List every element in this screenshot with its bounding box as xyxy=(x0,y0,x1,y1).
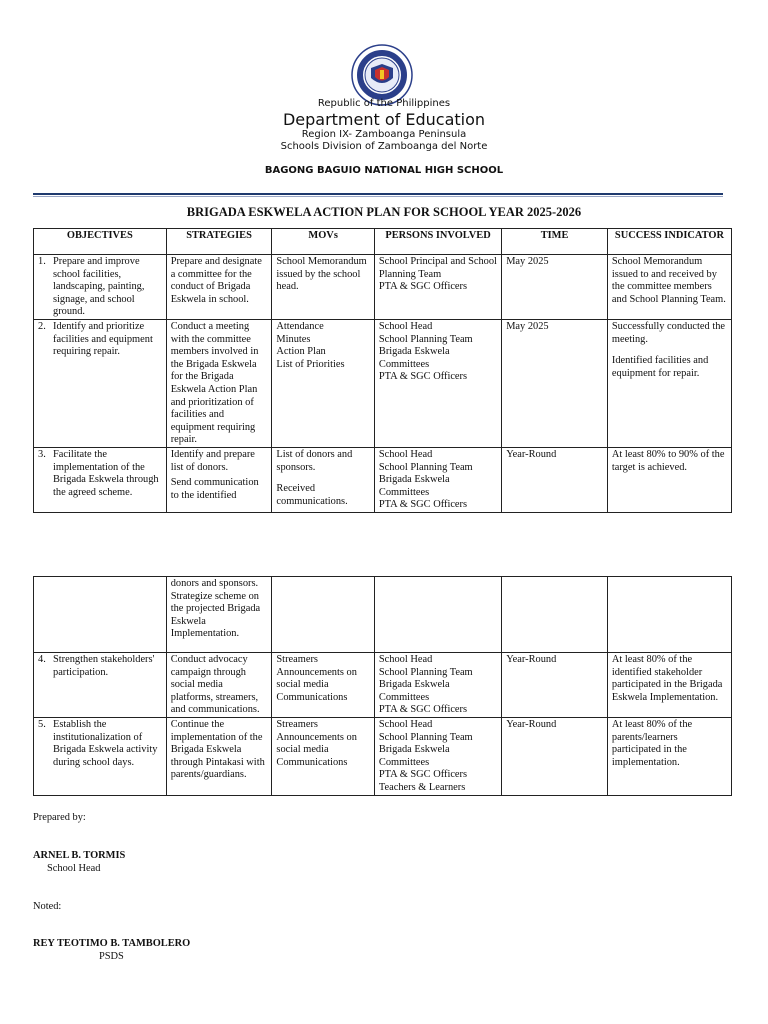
col-strategies: STRATEGIES xyxy=(166,229,272,255)
objective-text: Establish the institutionalization of Brigada Eskwela activity during school days. xyxy=(53,718,158,768)
indicator-text: Successfully conducted the meeting. xyxy=(611,320,726,345)
table-row xyxy=(34,653,732,718)
strategy-text: Send communication to the identified xyxy=(170,477,259,501)
time-cell: Year-Round xyxy=(502,653,608,718)
mov-text: Attendance xyxy=(276,320,324,332)
table-row xyxy=(34,319,732,447)
objective-cell xyxy=(34,255,167,320)
col-time: TIME xyxy=(502,229,608,255)
mov-text: Communications xyxy=(276,756,348,768)
mov-text: Announcements on social media xyxy=(276,731,357,756)
mov-text: List of Priorities xyxy=(276,358,345,370)
objective-cell xyxy=(34,577,167,653)
strategy-text: Conduct advocacy campaign through social media platforms, streamers, and communications. xyxy=(170,654,260,716)
row-number: 4. xyxy=(38,654,46,665)
school-name: BAGONG BAGUIO NATIONAL HIGH SCHOOL xyxy=(264,165,504,176)
movs-cell xyxy=(272,717,374,795)
indicator-cell xyxy=(607,255,731,320)
strategies-cell xyxy=(166,717,272,795)
person-text: School Planning Team xyxy=(378,461,473,473)
objective-text: Identify and prioritize facilities and equipment requiring repair. xyxy=(53,320,153,358)
strategies-cell xyxy=(166,319,272,447)
strategies-cell xyxy=(166,653,272,718)
mov-text: Communications xyxy=(276,691,348,703)
movs-cell xyxy=(272,255,374,320)
noted-by-title: PSDS xyxy=(99,951,124,962)
row-number: 5. xyxy=(38,718,46,730)
strategy-text: Strategize scheme on the projected Brigada Eskwela Implementation. xyxy=(170,590,261,640)
persons-cell xyxy=(374,319,501,447)
table-row xyxy=(34,717,732,795)
persons-cell xyxy=(374,255,501,320)
time-cell: Year-Round xyxy=(502,447,608,512)
persons-cell xyxy=(374,653,501,718)
prepared-by-title: School Head xyxy=(47,863,101,874)
noted-by-name: REY TEOTIMO B. TAMBOLERO xyxy=(33,938,191,949)
objective-text: Strengthen stakeholders' participation. xyxy=(53,654,155,678)
indicator-text: Identified facilities and equipment for repair. xyxy=(611,355,709,379)
col-indicator: SUCCESS INDICATOR xyxy=(607,229,731,255)
indicator-cell xyxy=(607,319,731,447)
strategy-text: Conduct a meeting with the committee members involved in the Brigada Eskwela for the Brigada Eskwela Action Plan and prioritization of facilities and equipment requiring repair. xyxy=(170,320,259,446)
objective-text: Facilitate the implementation of the Brigada Eskwela through the agreed scheme. xyxy=(53,448,159,498)
table-row xyxy=(34,255,732,320)
persons-cell xyxy=(374,577,501,653)
persons-cell xyxy=(374,717,501,795)
objective-text: Prepare and improve school facilities, landscaping, painting, signage, and school ground. xyxy=(53,256,145,318)
person-text: PTA & SGC Officers xyxy=(378,704,468,716)
time-cell: May 2025 xyxy=(502,255,608,320)
header-divider-thin xyxy=(33,196,723,197)
mov-text: Received communications. xyxy=(276,483,348,507)
persons-cell xyxy=(374,447,501,512)
person-text: Teachers & Learners xyxy=(378,781,466,793)
strategy-text: Continue the implementation of the Brigada Eskwela through Pintakasi with parents/guardians. xyxy=(170,718,265,781)
row-number: 2. xyxy=(38,320,46,332)
indicator-text: School Memorandum issued to and received by the committee members and School Planning Team. xyxy=(611,256,726,305)
deped-seal-icon xyxy=(351,44,413,106)
time-cell xyxy=(502,577,608,653)
person-text: Brigada Eskwela Committees xyxy=(378,346,450,370)
mov-text: Streamers xyxy=(276,654,318,665)
header-divider xyxy=(33,193,723,195)
person-text: School Planning Team xyxy=(378,666,473,678)
republic-text: Republic of the Philippines xyxy=(317,98,451,109)
mov-text: Minutes xyxy=(276,333,311,345)
mov-text: Action Plan xyxy=(276,346,326,358)
col-movs: MOVs xyxy=(272,229,374,255)
indicator-cell xyxy=(607,447,731,512)
strategies-cell xyxy=(166,577,272,653)
row-number: 1. xyxy=(38,256,46,267)
person-text: School Head xyxy=(378,448,433,460)
indicator-text: At least 80% of the identified stakeholder participated in the Brigada Eskwela Implementation. xyxy=(611,654,723,703)
objective-cell xyxy=(34,319,167,447)
movs-cell xyxy=(272,577,374,653)
indicator-text: At least 80% to 90% of the target is achieved. xyxy=(611,448,725,473)
col-persons: PERSONS INVOLVED xyxy=(374,229,501,255)
person-text: PTA & SGC Officers xyxy=(378,371,468,383)
table-header-row xyxy=(34,229,732,255)
mov-text: List of donors and sponsors. xyxy=(276,448,353,473)
person-text: Brigada Eskwela Committees xyxy=(378,744,450,768)
person-text: PTA & SGC Officers xyxy=(378,499,468,511)
noted-label: Noted: xyxy=(33,901,62,912)
person-text: PTA & SGC Officers xyxy=(378,769,468,781)
movs-cell xyxy=(272,319,374,447)
objective-cell xyxy=(34,447,167,512)
strategies-cell xyxy=(166,255,272,320)
mov-text: Streamers xyxy=(276,718,318,730)
indicator-cell xyxy=(607,717,731,795)
strategy-text: Identify and prepare list of donors. xyxy=(170,448,255,473)
person-text: School Head xyxy=(378,320,433,332)
table-row xyxy=(34,447,732,512)
person-text: Brigada Eskwela Committees xyxy=(378,679,450,703)
action-plan-table-continued xyxy=(33,576,732,796)
col-objectives: OBJECTIVES xyxy=(34,229,167,255)
objective-cell xyxy=(34,653,167,718)
strategy-text: donors and sponsors. xyxy=(170,578,259,589)
indicator-cell xyxy=(607,653,731,718)
person-text: Brigada Eskwela Committees xyxy=(378,474,450,498)
table-row-continued xyxy=(34,577,732,653)
indicator-text: At least 80% of the parents/learners participated in the implementation. xyxy=(611,718,693,768)
division-text: Schools Division of Zamboanga del Norte xyxy=(280,141,488,152)
mov-text: Announcements on social media xyxy=(276,666,357,691)
person-text: School Planning Team xyxy=(378,333,473,345)
strategy-text: Prepare and designate a committee for the conduct of Brigada Eskwela in school. xyxy=(170,256,262,305)
department-name: Department of Education xyxy=(282,110,486,129)
mov-text: School Memorandum issued by the school head. xyxy=(276,256,367,293)
movs-cell xyxy=(272,653,374,718)
region-text: Region IX- Zamboanga Peninsula xyxy=(301,129,467,140)
person-text: School Head xyxy=(378,718,433,730)
prepared-by-label: Prepared by: xyxy=(33,812,86,823)
prepared-by-name: ARNEL B. TORMIS xyxy=(33,850,126,861)
person-text: School Planning Team xyxy=(378,731,473,743)
time-cell: May 2025 xyxy=(502,319,608,447)
person-text: PTA & SGC Officers xyxy=(378,281,468,293)
indicator-cell xyxy=(607,577,731,653)
person-text: School Head xyxy=(378,654,433,665)
strategies-cell xyxy=(166,447,272,512)
page-title: BRIGADA ESKWELA ACTION PLAN FOR SCHOOL YEAR 2025-2026 xyxy=(186,205,582,219)
objective-cell xyxy=(34,717,167,795)
time-cell: Year-Round xyxy=(502,717,608,795)
action-plan-table xyxy=(33,228,732,513)
movs-cell xyxy=(272,447,374,512)
person-text: School Principal and School Planning Team xyxy=(378,256,497,280)
row-number: 3. xyxy=(38,448,46,460)
